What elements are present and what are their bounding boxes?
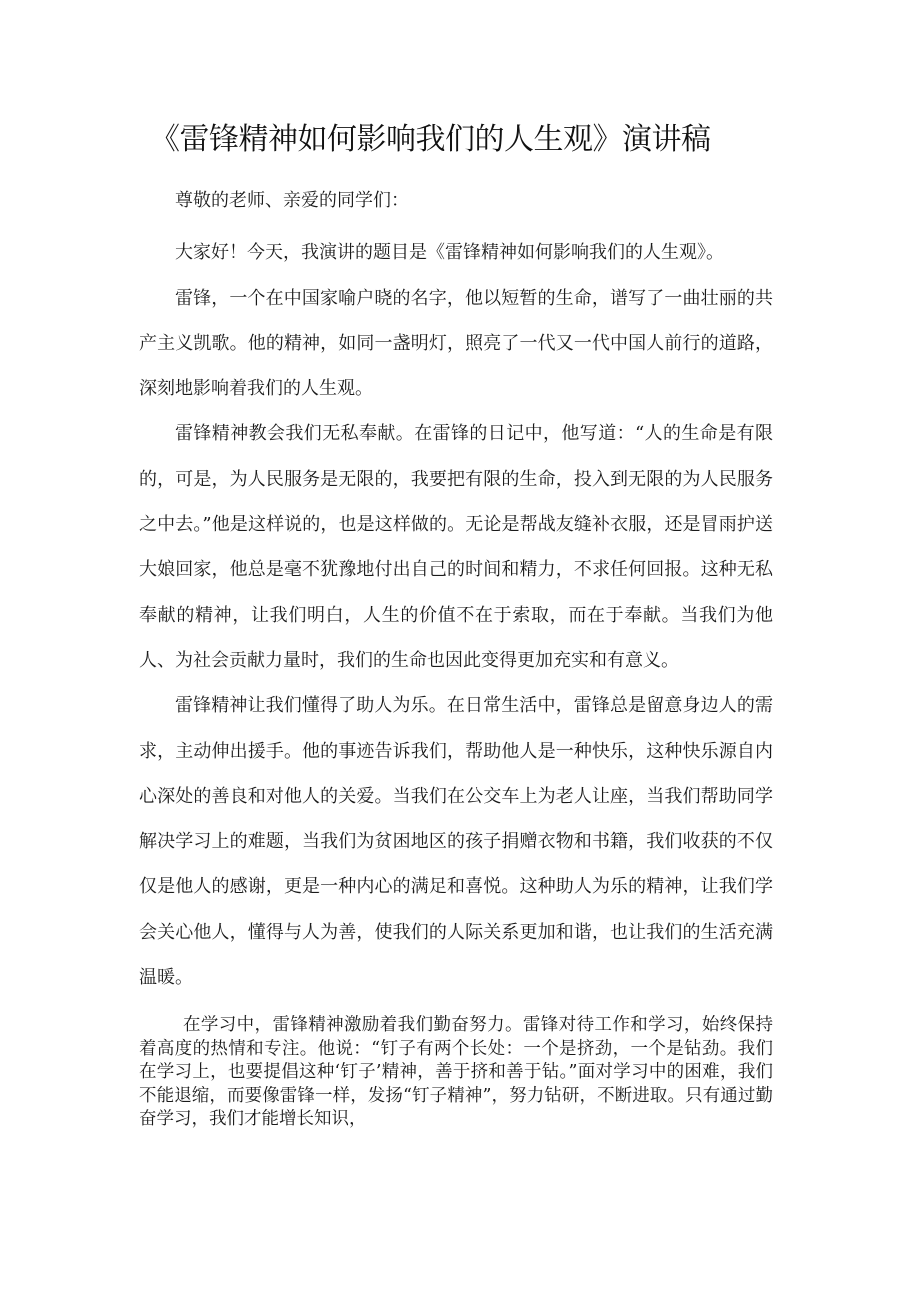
paragraph-helping-others: 雷锋精神让我们懂得了助人为乐。在日常生活中，雷锋总是留意身边人的需求，主动伸出援手。他的事迹告诉我们，帮助他人是一种快乐，这种快乐源自内心深处的善良和对他人的关爱。当我们在公交车上为老人让座，当我们帮助同学解决学习上的难题，当我们为贫困地区的孩子捐赠衣物和书籍，我们收获的不仅仅是他人的感谢，更是一种内心的满足和喜悦。这种助人为乐的精神，让我们学会关心他人，懂得与人为善，使我们的人际关系更加和谐，也让我们的生活充满温暖。: [139, 695, 773, 989]
paragraph-greeting: 大家好！今天，我演讲的题目是《雷锋精神如何影响我们的人生观》。: [175, 242, 724, 264]
paragraph-selfless-dedication: 雷锋精神教会我们无私奉献。在雷锋的日记中，他写道：“人的生命是有限的，可是，为人民服务是无限的，我要把有限的生命，投入到无限的为人民服务之中去。”他是这样说的，也是这样做的。无论是帮战友缝补衣服，还是冒雨护送大娘回家，他总是毫不犹豫地付出自己的时间和精力，不求任何回报。这种无私奉献的精神，让我们明白，人生的价值不在于索取，而在于奉献。当我们为他人、为社会贡献力量时，我们的生命也因此变得更加充实和有意义。: [139, 423, 773, 671]
paragraph-intro: 雷锋，一个在中国家喻户晓的名字，他以短暂的生命，谱写了一曲壮丽的共产主义凯歌。他的精神，如同一盏明灯，照亮了一代又一代中国人前行的道路，深刻地影响着我们的人生观。: [139, 287, 773, 400]
document-body-continued: [139, 1014, 773, 1132]
paragraph-diligent-study: 在学习中，雷锋精神激励着我们勤奋努力。雷锋对待工作和学习，始终保持着高度的热情和专注。他说：“钉子有两个长处：一个是挤劲，一个是钻劲。我们在学习上，也要提倡这种‘钉子’精神，善于挤和善于钻。”面对学习中的困难，我们不能退缩，而要像雷锋一样，发扬“钉子精神”，努力钻研，不断进取。只有通过勤奋学习，我们才能增长知识，: [139, 1015, 773, 1129]
document-title: 《雷锋精神如何影响我们的人生观》演讲稿: [150, 122, 711, 157]
document-body: [139, 178, 773, 1000]
salutation: 尊敬的老师、亲爱的同学们：: [175, 190, 409, 211]
